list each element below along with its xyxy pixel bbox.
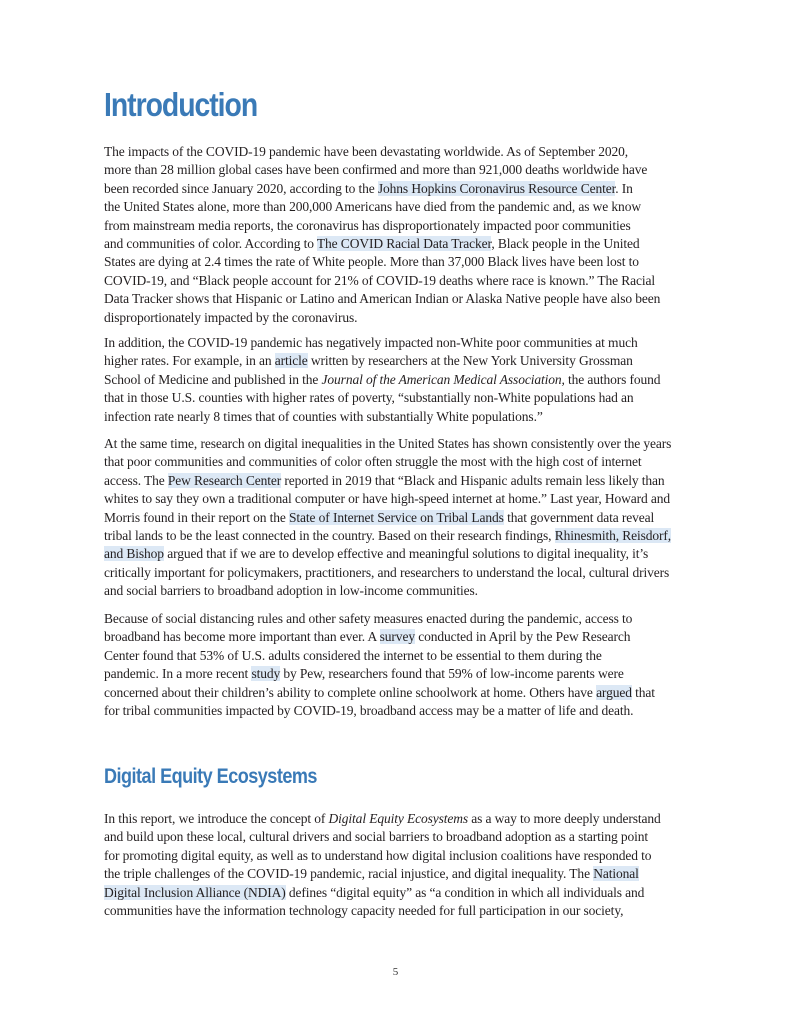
link-ndia-cont[interactable]: Digital Inclusion Alliance (NDIA) (104, 884, 286, 900)
heading-digital-equity-ecosystems: Digital Equity Ecosystems (104, 765, 317, 788)
text-line: Data Tracker shows that Hispanic or Latino and American Indian or Alaska Native people have also been (104, 291, 661, 307)
paragraph-3 (104, 435, 689, 601)
link-article[interactable]: article (274, 353, 308, 369)
text-segment: higher rates. For example, in an (104, 353, 275, 369)
text-line: The impacts of the COVID-19 pandemic have been devastating worldwide. As of September 2020, (104, 144, 629, 159)
link-rhinesmith-reisdorf-bishop-cont[interactable]: and Bishop (104, 546, 164, 562)
text-line (104, 884, 689, 902)
text-line (104, 352, 689, 370)
text-segment: pandemic. In a more recent (104, 666, 252, 682)
text-segment: School of Medicine and published in the (104, 371, 322, 387)
text-segment: . In (615, 180, 633, 196)
text-line (104, 684, 689, 702)
text-line: from mainstream media reports, the coronavirus has disproportionately impacted poor communities (104, 217, 631, 233)
text-line: more than 28 million global cases have been confirmed and more than 921,000 deaths worldwide have (104, 162, 648, 178)
text-line: for promoting digital equity, as well as to understand how digital inclusion coalitions have responded to (104, 847, 652, 863)
text-line: critically important for policymakers, practitioners, and researchers to understand the local, cultural drivers (104, 564, 670, 580)
text-line: disproportionately impacted by the coronavirus. (104, 309, 358, 325)
text-line: for tribal communities impacted by COVID-19, broadband access may be a matter of life and death. (104, 702, 634, 718)
text-line: Because of social distancing rules and other safety measures enacted during the pandemic, access to (104, 611, 633, 626)
text-line (104, 527, 689, 545)
text-line: COVID-19, and “Black people account for 21% of COVID-19 deaths where race is known.” The Racial (104, 272, 656, 288)
text-line (104, 810, 689, 828)
text-line (104, 545, 689, 563)
text-segment: and communities of color. According to (104, 235, 317, 251)
link-ndia[interactable]: National (593, 866, 639, 882)
text-line: Center found that 53% of U.S. adults considered the internet to be essential to them during the (104, 647, 602, 663)
text-segment: by Pew, researchers found that 59% of low-income parents were (280, 666, 624, 682)
text-segment: concerned about their children’s ability to complete online schoolwork at home. Others have (104, 684, 597, 700)
paragraph-2 (104, 334, 689, 426)
text-line (104, 509, 689, 527)
text-segment: tribal lands to be the least connected in the country. Based on their research findings, (104, 527, 555, 543)
text-segment: access. The (104, 472, 168, 488)
text-line: that poor communities and communities of color often struggle the most with the high cost of internet (104, 454, 642, 470)
text-segment: reported in 2019 that “Black and Hispanic adults remain less likely than (281, 472, 665, 488)
heading-introduction: Introduction (104, 86, 258, 123)
text-line (104, 371, 689, 389)
page-number: 5 (392, 966, 399, 978)
text-segment: , Black people in the United (491, 235, 640, 251)
text-segment: the authors found (564, 371, 661, 387)
text-line: whites to say they own a traditional computer or have high-speed internet at home.” Last year, Howard and (104, 491, 671, 507)
text-segment: that government data reveal (503, 509, 655, 525)
text-line (104, 472, 689, 490)
concept-term: Digital Equity Ecosystems (328, 811, 469, 826)
text-line: communities have the information technology capacity needed for full participation in our society, (104, 902, 624, 918)
link-rhinesmith-reisdorf-bishop[interactable]: Rhinesmith, Reisdorf, (554, 527, 672, 543)
text-segment: the triple challenges of the COVID-19 pandemic, racial injustice, and digital inequality. The (104, 866, 594, 882)
text-segment: been recorded since January 2020, according to the (104, 180, 378, 196)
text-line: that in those U.S. counties with higher rates of poverty, “substantially non-White populations had an (104, 390, 634, 406)
text-line: and build upon these local, cultural drivers and social barriers to broadband adoption as a starting point (104, 829, 649, 845)
text-line (104, 180, 689, 198)
text-segment: as a way to more deeply understand (468, 811, 661, 826)
text-line: the United States alone, more than 200,000 Americans have died from the pandemic and, as we know (104, 199, 641, 215)
paragraph-5 (104, 810, 689, 920)
paragraph-1 (104, 143, 689, 327)
text-line: States are dying at 2.4 times the rate of White people. More than 37,000 Black lives have been lost to (104, 254, 639, 270)
link-pew-research-center[interactable]: Pew Research Center (167, 472, 282, 488)
text-line: infection rate nearly 8 times that of counties with substantially White populations.” (104, 408, 543, 424)
link-johns-hopkins[interactable]: Johns Hopkins Coronavirus Resource Center (377, 180, 616, 196)
text-line: In addition, the COVID-19 pandemic has negatively impacted non-White poor communities at much (104, 335, 638, 350)
text-segment: argued that if we are to develop effective and meaningful solutions to digital inequality, it’s (163, 546, 649, 562)
text-line: and social barriers to broadband adoption in low-income communities. (104, 583, 478, 599)
text-line (104, 235, 689, 253)
link-covid-racial-data-tracker[interactable]: The COVID Racial Data Tracker (316, 235, 492, 251)
text-line: At the same time, research on digital inequalities in the United States has shown consistently over the years (104, 436, 672, 451)
text-segment: defines “digital equity” as “a condition in which all individuals and (285, 884, 645, 900)
text-segment: conducted in April by the Pew Research (414, 629, 631, 645)
text-line (104, 865, 689, 883)
link-argued[interactable]: argued (596, 684, 632, 700)
journal-title: Journal of the American Medical Association, (321, 371, 565, 387)
link-survey[interactable]: survey (379, 629, 415, 645)
text-segment: Morris found in their report on the (104, 509, 290, 525)
text-segment: broadband has become more important than ever. A (104, 629, 380, 645)
link-state-of-internet-tribal-lands[interactable]: State of Internet Service on Tribal Lands (289, 509, 504, 525)
paragraph-4 (104, 610, 689, 720)
text-segment: In this report, we introduce the concept of (104, 811, 329, 826)
text-line (104, 665, 689, 683)
text-segment: that (631, 684, 655, 700)
link-study[interactable]: study (251, 666, 281, 682)
text-line (104, 628, 689, 646)
text-segment: written by researchers at the New York University Grossman (307, 353, 633, 369)
